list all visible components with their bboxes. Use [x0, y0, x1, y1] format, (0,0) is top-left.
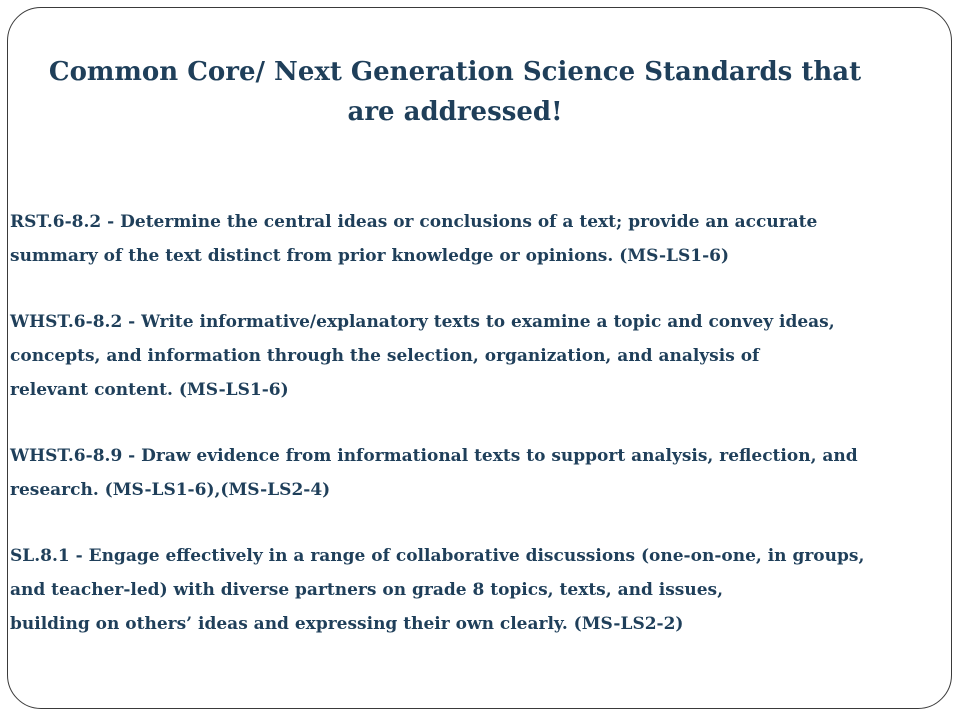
standard-sl-8-1	[10, 539, 865, 641]
standard-line: relevant content. (MS-LS1-6)	[10, 380, 289, 400]
standards-list	[10, 205, 865, 673]
slide-title: Common Core/ Next Generation Science Standards that are addressed!	[48, 57, 862, 127]
standard-whst-6-8-2	[10, 305, 835, 407]
standard-line: concepts, and information through the selection, organization, and analysis of	[10, 346, 760, 366]
standard-line: WHST.6-8.9 - Draw evidence from informational texts to support analysis, reflection, and	[10, 446, 858, 466]
standard-line: WHST.6-8.2 - Write informative/explanatory texts to examine a topic and convey ideas,	[10, 312, 835, 332]
standard-line: building on others’ ideas and expressing their own clearly. (MS-LS2-2)	[10, 614, 684, 634]
standard-line: SL.8.1 - Engage effectively in a range of collaborative discussions (one-on-one, in groups,	[10, 546, 865, 566]
standard-line: and teacher-led) with diverse partners on grade 8 topics, texts, and issues,	[10, 580, 724, 600]
standard-line: RST.6-8.2 - Determine the central ideas or conclusions of a text; provide an accurate	[10, 212, 818, 232]
standard-rst-6-8-2	[10, 205, 830, 273]
standard-line: research. (MS-LS1-6),(MS-LS2-4)	[10, 480, 331, 500]
standard-line: summary of the text distinct from prior knowledge or opinions. (MS-LS1-6)	[10, 246, 730, 266]
standard-whst-6-8-9	[10, 439, 858, 507]
